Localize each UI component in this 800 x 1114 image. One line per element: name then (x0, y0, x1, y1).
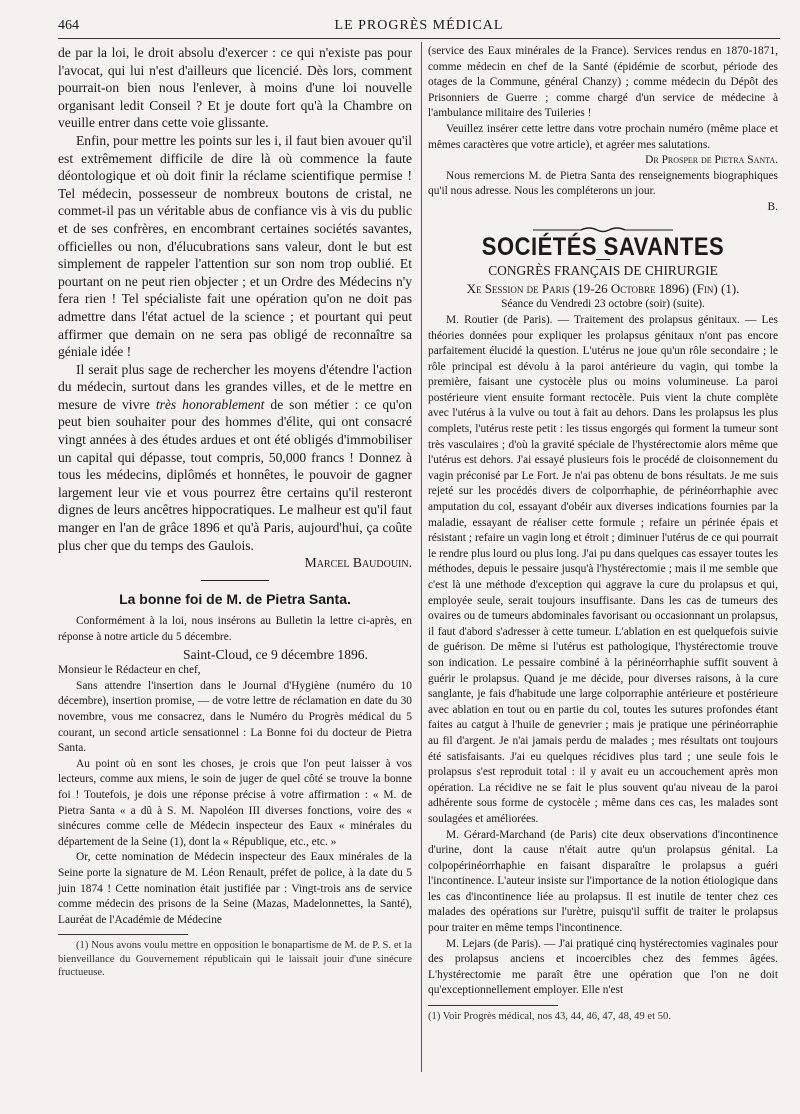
page-header (58, 14, 780, 38)
footnote-rule (428, 1005, 558, 1006)
footnote: (1) Nous avons voulu mettre en opposition le bonapartisme de M. de P. S. et la bienveillance du Gouvernement républicain qui le laissait jouir d'une sinécure fructueuse. (58, 940, 412, 979)
section-separator (201, 580, 269, 581)
journal-title: LE PROGRÈS MÉDICAL (334, 18, 504, 33)
letter-paragraph: Au point où en sont les choses, je crois que l'on peut laisser à vos lecteurs, comme aux miens, le soin de juger de quel côté se trouve la bonne foi ! Toutefois, je dois une réponse précise à votre affirmation : « M. de Pietra Santa « a dû à S. M. Napoléon III diverses fonctions, voire des « sinécures comme celle de Médecin inspecteur des Eaux « minérales du département de la Seine (1), dont la « République, etc., etc. » (58, 757, 412, 848)
letter-paragraph: Sans attendre l'insertion dans le Journal d'Hygiène (numéro du 10 décembre), insertion promise, — de votre lettre de réclamation en date du 30 novembre, vous me consacrez, dans le Numéro du Progrès médical du 5 courant, un second article sensationnel : La Bonne foi du docteur de Pietra Santa. (58, 679, 412, 755)
intro-note: Conformément à la loi, nous insérons au Bulletin la lettre ci-après, en réponse à notre article du 5 décembre. (58, 615, 412, 643)
emphasis: très honorablement (155, 396, 265, 412)
letter-paragraph: Or, cette nomination de Médecin inspecteur des Eaux minérales de la Seine porte la signature de M. Léon Renault, préfet de police, à la date du 5 juin 1874 ! Cette nomination était justifiée par : Vingt-trois ans de service comme médecin des prisons de la Seine (Mazas, Madelonnettes, la Santé), Lauréat de l'Académie de Médecine (58, 851, 412, 926)
right-column (428, 44, 778, 1023)
paragraph (58, 361, 412, 555)
section-heading: SOCIÉTÉS SAVANTES (481, 231, 725, 261)
text-run: de son métier : ce qu'on peut bien souhaiter pour des hommes d'élite, qui ont consacré vingt années à des études ardues et ont été obligés d'immobiliser un capital qui dépasse, tout compris, 50,000 francs ! Donnez à tous les médecins, diplômés et honnêtes, le pouvoir de gagner largement leur vie et vous pourrez être certains qu'il resteront dignes de leurs ancêtres hippocratiques. Le malheur est qu'il faut manger en l'an de grâce 1896 et qu'à Paris, aujourd'hui, ça coûte plus cher que du temps des Gaulois. (58, 396, 412, 553)
text-run: Il serait plus sage de rechercher les moyens d'étendre l'action du médecin, surtout dans les grandes villes, et de le mettre en mesure de vivre (58, 361, 412, 412)
dateline: Saint-Cloud, ce 9 décembre 1896. (183, 646, 368, 662)
author-signature: Marcel Baudouin. (304, 555, 412, 571)
letter-paragraph: Veuillez insérer cette lettre dans votre prochain numéro (même place et mêmes caractères que votre article), et agréer mes salutations. (428, 122, 778, 151)
page-number: 464 (58, 18, 79, 33)
left-column (58, 44, 412, 980)
session-line: Xe Session de Paris (19-26 Octobre 1896) (Fin) (1). (466, 280, 740, 296)
salutation: Monsieur le Rédacteur en chef, (58, 664, 201, 677)
letter-paragraph: (service des Eaux minérales de la France). Services rendus en 1870-1871, comme médecin en chef de la Santé (épidémie de scorbut, période des otages de la Commune, général Chanzy) ; comme médecin du Dépôt des Prisonniers de Guerre ; comme chargé d'un service de médecine à l'ambulance militaire des Tuileries ! (428, 45, 778, 120)
footnote-rule (58, 934, 188, 935)
section-title: La bonne foi de M. de Pietra Santa. (119, 590, 351, 607)
paragraph: de par la loi, le droit absolu d'exercer : ce qui n'existe pas pour l'avocat, qui lui n'est d'ailleurs que licencié. Dès lors, comment pourrait-on bien nous l'enlever, à moins d'une loi nouvelle organisant ledit Conseil ? Et je doute fort qu'à la Chambre on veuille entrer dans cette voie glissante. (58, 45, 412, 131)
paragraph: M. Routier (de Paris). — Traitement des prolapsus génitaux. — Les théories données pour expliquer les prolapsus génitaux n'ont pas encore parfaitement élucidé la question. L'utérus ne joue qu'un rôle secondaire ; le rôle principal est dévolu à la paroi antérieure du vagin, qui tombe la première, faisant une cystocèle plus ou moins volumineuse. La paroi postérieure vient ensuite formant rectocèle. Puis vient la chute complète avec l'utérus à la vulve ou tout à fait au dehors. Dans les prolapsus les plus complets, l'utérus reste petit : les tissus engorgés qui forment la tumeur sont très vasculaires ; d'où la gravité spéciale de l'hystérectomie alors même que l'utérus est dehors. J'ai essayé plusieurs fois le procédé de cloisonnement du vagin préconisé par Le Fort. Je n'ai pas obtenu de bons résultats. Je me suis rejeté sur les procédés divers de colporrhaphie, de périnéorrhaphie avec amputation du col, essayant d'obéir aux diverses indications fournies par la maladie, essayant de réaliser cette formule ; refaire un périnée épais et résistant ; refaire un vagin long et étroit ; diminuer l'utérus de ce qui pourrait le rendre plus lourd ou plus long. J'ai pu dans quelques cas essayer toutes les méthodes, depuis le pessaire jusqu'à l'hystérectomie ; mais il me semble que c'est là une méthode d'exception qui aggrave la cure du prolapsus et qui, employée seule, serait toujours insuffisante. Dans les cas de tumeurs des ovaires ou de tumeurs abdominales favorisant ou occasionnant un prolapsus, il faut d'abord s'adresser à cette tumeur. L'ablation en est quelquefois suivie de guérison. De même si l'utérus est pathologique, l'hystérectomie trouve son indication. Le pessaire combiné à la périnéorrhaphie suffit souvent à guérir le prolapsus. Quand je me décide, pour diverses raisons, à la cure sanglante, je fais d'habitude une large colporraphie antérieure et postérieure avec ablation en tout ou en partie du col, toutes les sutures profondes étant faites au catgut à l'huile de genevrier ; mais je pratique une périnéorraphie au fil d'argent. Je n'ai jamais perdu de malades ; mes résultats ont toujours été satisfaisants. J'ai eu quelques récidives plus tard ; une seule fois le prolapsus s'est reproduit total : il y avait eu un accouchement après mon opération. La récidive ne se fait le plus souvent qu'au niveau de la paroi adhérente sous forme de cystocèle ; même dans ces cas, les malades sont soulagées et améliorées. (428, 313, 778, 825)
congress-title: CONGRÈS FRANÇAIS DE CHIRURGIE (488, 263, 718, 279)
editor-note: Nous remercions M. de Pietra Santa des renseignements biographiques qu'il nous adresse. Nous les compléterons un jour. (428, 169, 778, 198)
seance-line: Séance du Vendredi 23 octobre (soir) (suite). (501, 298, 705, 311)
letter-signature: Dr Prosper de Pietra Santa. (645, 154, 778, 167)
paragraph: M. Gérard-Marchand (de Paris) cite deux observations d'incontinence d'urine, dont la cause n'était autre qu'un prolapsus génital. La colpopérinéorrhaphie en faisant disparaître le prolapsus a guéri l'incontinence. L'auteur insiste sur l'importance de la notion étiologique dans les cas d'incontinence liée au prolapsus. Il est inutile de tenter chez ces malades des opérations sur l'urètre, puisqu'il suffit de traiter le prolapsus pour traiter en même temps l'incontinence. (428, 828, 778, 935)
paragraph: M. Lejars (de Paris). — J'ai pratiqué cinq hystérectomies vaginales pour des prolapsus anciens et incoercibles chez des femmes âgées. L'hystérectomie me paraît être une opération que l'on ne doit qu'exceptionnellement employer. Elle n'est (428, 937, 778, 997)
header-rule (58, 38, 780, 39)
editor-initial: B. (767, 200, 778, 213)
paragraph: Enfin, pour mettre les points sur les i, il faut bien avouer qu'il est extrêmement difficile de dire là où commence la faute déontologique et où doit finir la réclame scientifique permise ! Tel médecin, possesseur de nombreux boutons de cristal, ne commet-il pas un véritable abus de confiance vis à vis du public et de ses confrères, en encombrant certaines sociétés savantes, officielles ou non, d'élucubrations sans valeur, dont le but est simplement de rappeler l'attention sur son nom trop oublié. Et pourtant on ne peut rien objecter ; et un Ordre des Médecins n'y fera rien ! Tel spécialiste fait une opération qu'on ne doit pas admettre dans l'état actuel de la science ; et pourtant qui peut affirmer que demain on ne sera pas obligé de reconnaître sa géniale idée ! (58, 132, 412, 360)
footnote: (1) Voir Progrès médical, nos 43, 44, 46, 47, 48, 49 et 50. (428, 1011, 671, 1023)
column-divider (421, 42, 422, 1072)
